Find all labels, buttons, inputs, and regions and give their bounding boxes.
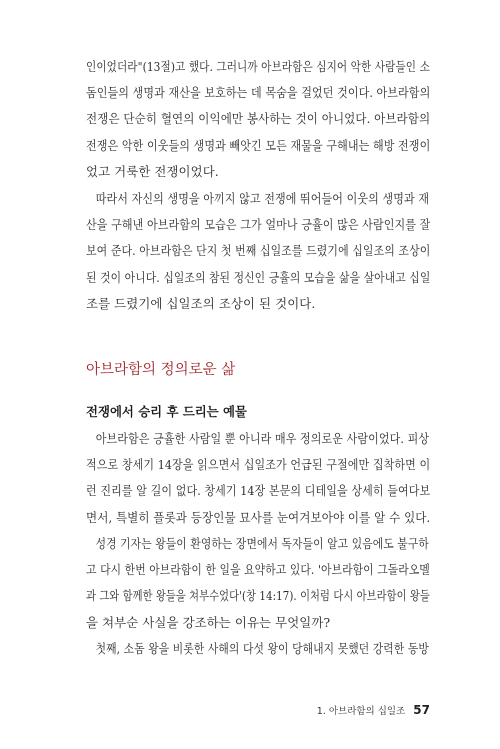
text-line: 을 쳐부순 사실을 강조하는 이유는 무엇일까? — [86, 614, 331, 630]
text-line: 첫째, 소돔 왕을 비롯한 사해의 다섯 왕이 당해내지 못했던 강력한 동방 — [95, 641, 429, 656]
text-line: 고 다시 한번 아브라함이 한 일을 요약하고 있다. '아브라함이 그돌라오멜 — [86, 562, 430, 578]
paragraph-1 — [86, 54, 430, 185]
text-line: 전쟁은 악한 이웃들의 생명과 빼앗긴 모든 재물을 구해내는 해방 전쟁이 — [86, 137, 431, 153]
text-line: 적으로 창세기 14장을 읽으면서 십일조가 언급된 구절에만 집착하면 이 — [86, 457, 431, 473]
text-line: 성경 기자는 왕들이 환영하는 장면에서 독자들이 알고 있음에도 불구하 — [95, 536, 429, 551]
text-line: 아브라함은 긍휼한 사람일 뿐 아니라 매우 정의로운 사람이었다. 피상 — [95, 431, 430, 446]
text-line: 보여 준다. 아브라함은 단지 첫 번째 십일조를 드렸기에 십일조의 조상이 — [86, 243, 431, 259]
chapter-running-title: 1. 아브라함의 십일조 — [316, 706, 406, 717]
text-line: 인이었더라"(13절)고 했다. 그러니까 아브라함은 심지어 악한 사람들인 소 — [86, 59, 430, 74]
paragraph-5 — [86, 636, 430, 662]
text-line: 었고 거룩한 전쟁이었다. — [86, 163, 219, 179]
text-line: 돔인들의 생명과 재산을 보호하는 데 목숨을 걸었던 것이다. 아브라함의 — [86, 85, 431, 101]
page-footer — [317, 703, 430, 717]
text-line: 과 그와 함께한 왕들을 쳐부수었다'(창 14:17). 이처럼 다시 아브라함이 왕들 — [86, 588, 430, 604]
text-line: 전쟁은 단순히 혈연의 이익에만 봉사하는 것이 아니었다. 아브라함의 — [86, 111, 431, 127]
text-line: 면서, 특별히 플롯과 등장인물 묘사를 눈여겨보아야 이를 알 수 있다. — [86, 509, 431, 525]
text-line: 조를 드렸기에 십일조의 조상이 된 것이다. — [86, 295, 316, 311]
section-title: 아브라함의 정의로운 삶 — [86, 362, 236, 378]
paragraph-3 — [86, 426, 430, 531]
text-line: 산을 구해낸 아브라함의 모습은 그가 얼마나 긍휼이 많은 사람인지를 잘 — [86, 217, 431, 233]
text-line: 따라서 자신의 생명을 아끼지 않고 전쟁에 뛰어들어 이웃의 생명과 재 — [95, 191, 430, 206]
text-line: 된 것이 아니다. 십일조의 참된 정신인 긍휼의 모습을 삶을 살아내고 십일 — [86, 269, 431, 285]
paragraph-4 — [86, 531, 430, 636]
subheading: 전쟁에서 승리 후 드리는 예물 — [86, 404, 247, 419]
page-number: 57 — [413, 703, 430, 717]
text-line: 런 진리를 알 길이 없다. 창세기 14장 본문의 디테일을 상세히 들여다보 — [86, 483, 431, 499]
paragraph-2 — [86, 186, 430, 317]
